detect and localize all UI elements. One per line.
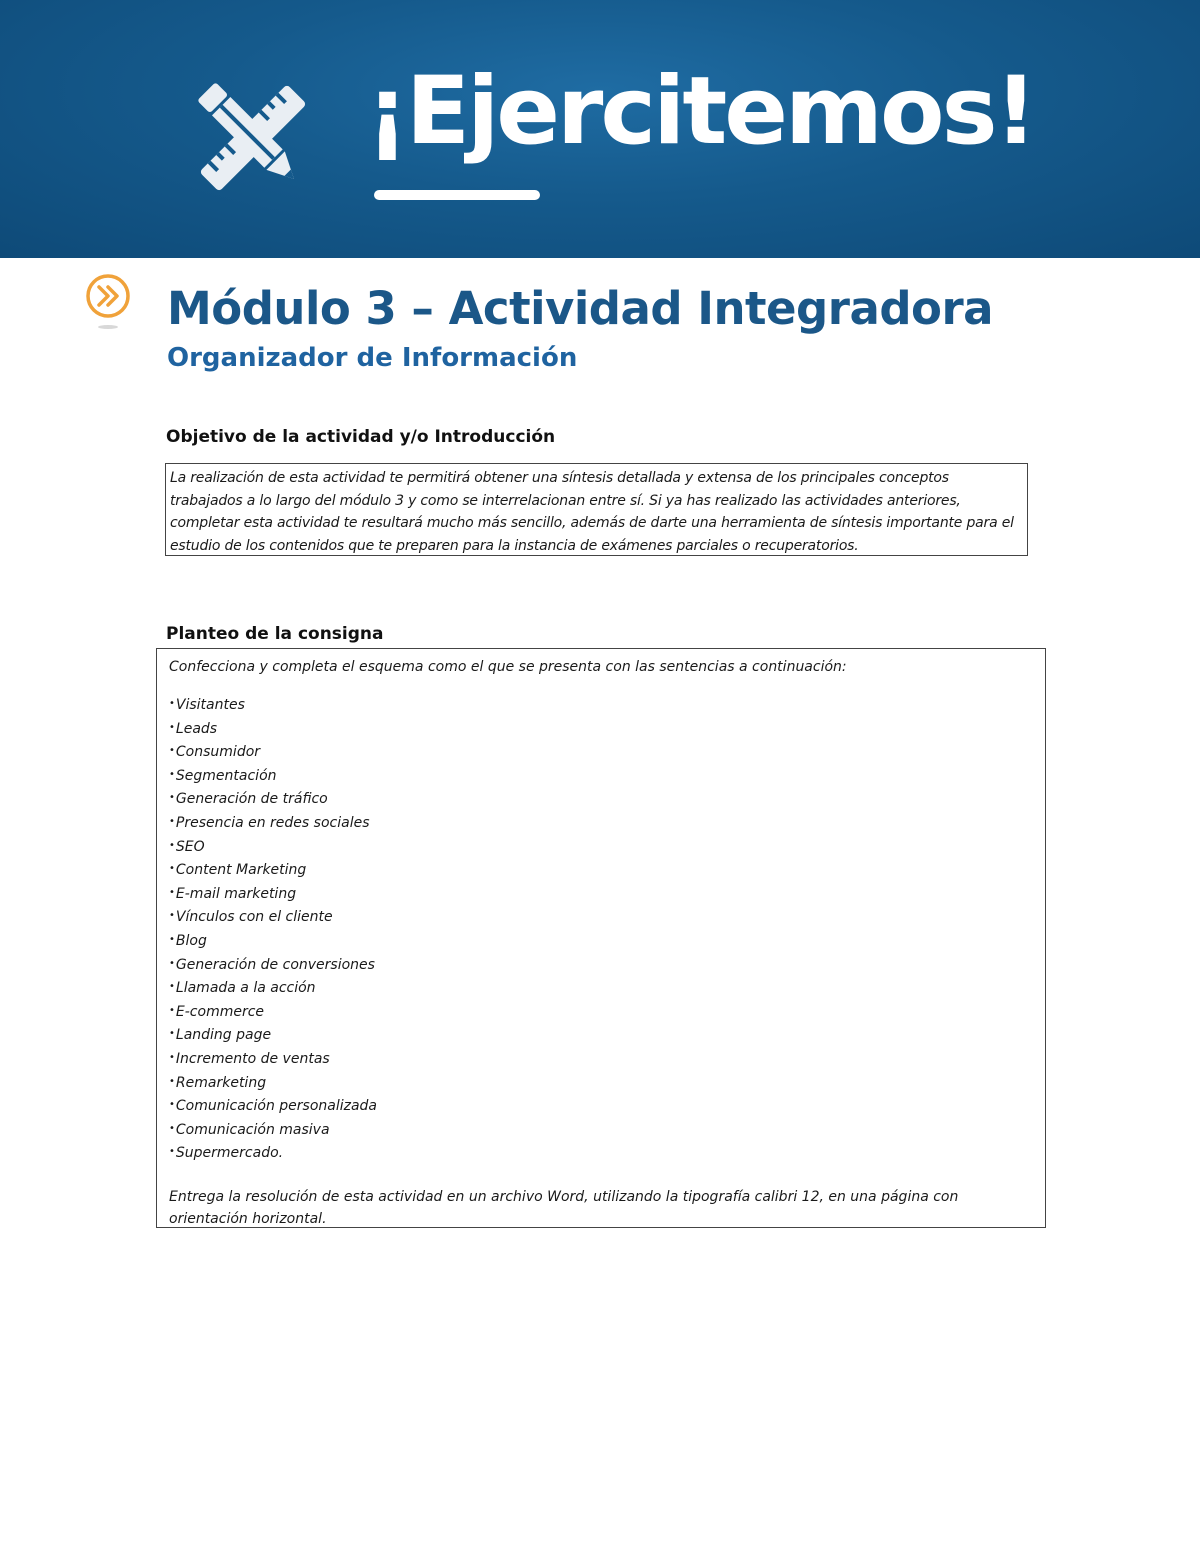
bullet-mark: • [169, 721, 175, 733]
list-item [169, 740, 1033, 764]
objective-text: La realización de esta actividad te permitirá obtener una síntesis detallada y extensa de los principales conceptos trabajados a lo largo del módulo 3 y como se interrelacionan entre sí. Si ya has realizado las actividades anteriores, completar esta actividad te resultará mucho más sencillo, además de darte una herramienta de síntesis importante para el estudio de los contenidos que te preparen para la instancia de exámenes parciales o recuperatorios. [170, 470, 1014, 554]
list-item-label: Comunicación personalizada [175, 1098, 378, 1115]
list-item [169, 764, 1033, 788]
list-item-label: Segmentación [175, 767, 277, 784]
page-title: Módulo 3 – Actividad Integradora [167, 282, 994, 335]
assignment-term-list [169, 693, 1033, 1165]
bullet-mark: • [169, 1004, 175, 1016]
objective-box [165, 463, 1028, 556]
list-item-label: Leads [175, 720, 218, 737]
assignment-heading: Planteo de la consigna [166, 624, 384, 644]
list-item [169, 693, 1033, 717]
list-item [169, 905, 1033, 929]
list-item-label: E-commerce [175, 1003, 265, 1020]
list-item-label: Consumidor [175, 744, 261, 761]
list-item [169, 811, 1033, 835]
list-item-label: Vínculos con el cliente [175, 909, 333, 926]
bullet-mark: • [169, 1122, 175, 1134]
bullet-mark: • [169, 957, 175, 969]
bullet-mark: • [169, 815, 175, 827]
objective-heading: Objetivo de la actividad y/o Introducción [166, 427, 556, 447]
list-item [169, 882, 1033, 906]
list-item [169, 976, 1033, 1000]
bullet-mark: • [169, 1051, 175, 1063]
assignment-intro: Confecciona y completa el esquema como el que se presenta con las sentencias a continuación: [169, 659, 847, 675]
list-item-label: Blog [175, 932, 207, 949]
page-subtitle: Organizador de Información [167, 343, 578, 373]
list-item-label: Landing page [175, 1027, 272, 1044]
list-item-label: Presencia en redes sociales [175, 814, 370, 831]
list-item-label: Llamada a la acción [175, 980, 316, 997]
list-item-label: SEO [175, 838, 205, 855]
list-item [169, 1141, 1033, 1165]
list-item [169, 717, 1033, 741]
bullet-mark: • [169, 910, 175, 922]
bullet-mark: • [169, 745, 175, 757]
bullet-mark: • [169, 1028, 175, 1040]
bullet-mark: • [169, 1075, 175, 1087]
list-item-label: Generación de tráfico [175, 791, 328, 808]
list-item [169, 1047, 1033, 1071]
assignment-footer: Entrega la resolución de esta actividad en un archivo Word, utilizando la tipografía calibri 12, en una página con orientación horizontal. [169, 1188, 959, 1227]
pencil-ruler-icon [188, 78, 318, 198]
bullet-mark: • [169, 981, 175, 993]
double-chevron-right-icon [84, 272, 132, 332]
bullet-mark: • [169, 768, 175, 780]
list-item-label: Generación de conversiones [175, 956, 375, 973]
bullet-mark: • [169, 792, 175, 804]
list-item-label: Visitantes [175, 697, 245, 713]
banner-title: ¡Ejercitemos! [366, 57, 1035, 166]
assignment-box [156, 648, 1046, 1228]
bullet-mark: • [169, 1146, 175, 1158]
list-item-label: E-mail marketing [175, 885, 297, 902]
list-item [169, 1071, 1033, 1095]
bullet-mark: • [169, 933, 175, 945]
bullet-mark: • [169, 886, 175, 898]
header-banner [0, 0, 1200, 258]
list-item [169, 835, 1033, 859]
bullet-mark: • [169, 1099, 175, 1111]
list-item [169, 953, 1033, 977]
banner-underline [374, 190, 540, 200]
list-item [169, 858, 1033, 882]
list-item-label: Supermercado. [175, 1145, 284, 1162]
list-item [169, 787, 1033, 811]
list-item [169, 1000, 1033, 1024]
bullet-mark: • [169, 839, 175, 851]
list-item-label: Content Marketing [175, 862, 307, 879]
list-item-label: Remarketing [175, 1074, 267, 1091]
list-item-label: Comunicación masiva [175, 1121, 330, 1138]
list-item [169, 1023, 1033, 1047]
list-item-label: Incremento de ventas [175, 1050, 330, 1067]
list-item [169, 1118, 1033, 1142]
bullet-mark: • [169, 698, 175, 709]
list-item [169, 1094, 1033, 1118]
list-item [169, 929, 1033, 953]
bullet-mark: • [169, 863, 175, 875]
